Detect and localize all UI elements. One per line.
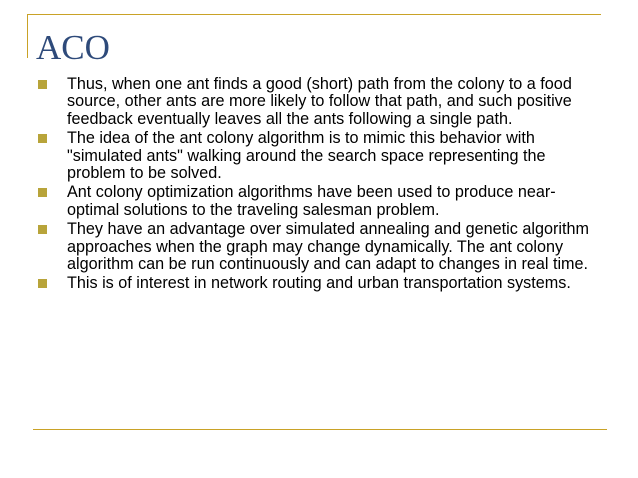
bottom-divider	[33, 429, 607, 430]
bullet-text: The idea of the ant colony algorithm is to mimic this behavior with "simulated ants" walking around the search space representing the problem to be solved.	[67, 129, 546, 183]
top-divider	[27, 14, 601, 15]
slide-title: ACO	[36, 28, 110, 67]
square-bullet-icon	[38, 134, 47, 143]
bullet-item	[36, 184, 606, 219]
bullet-item	[36, 221, 606, 273]
bullet-item	[36, 275, 606, 292]
square-bullet-icon	[38, 188, 47, 197]
bullet-text: They have an advantage over simulated annealing and genetic algorithm approaches when the graph may change dynamically. The ant colony algorithm can be run continuously and can adapt to changes in real time.	[67, 220, 589, 274]
left-divider	[27, 14, 28, 58]
bullet-text: Ant colony optimization algorithms have been used to produce near-optimal solutions to the traveling salesman problem.	[67, 183, 556, 219]
square-bullet-icon	[38, 279, 47, 288]
square-bullet-icon	[38, 80, 47, 89]
bullet-item	[36, 130, 606, 182]
bullet-item	[36, 76, 606, 128]
square-bullet-icon	[38, 225, 47, 234]
bullet-text: This is of interest in network routing and urban transportation systems.	[67, 274, 571, 293]
bullet-list	[36, 76, 606, 295]
bullet-text: Thus, when one ant finds a good (short) path from the colony to a food source, other ants are more likely to follow that path, and such positive feedback eventually leaves all the ants following a single path.	[67, 75, 572, 128]
